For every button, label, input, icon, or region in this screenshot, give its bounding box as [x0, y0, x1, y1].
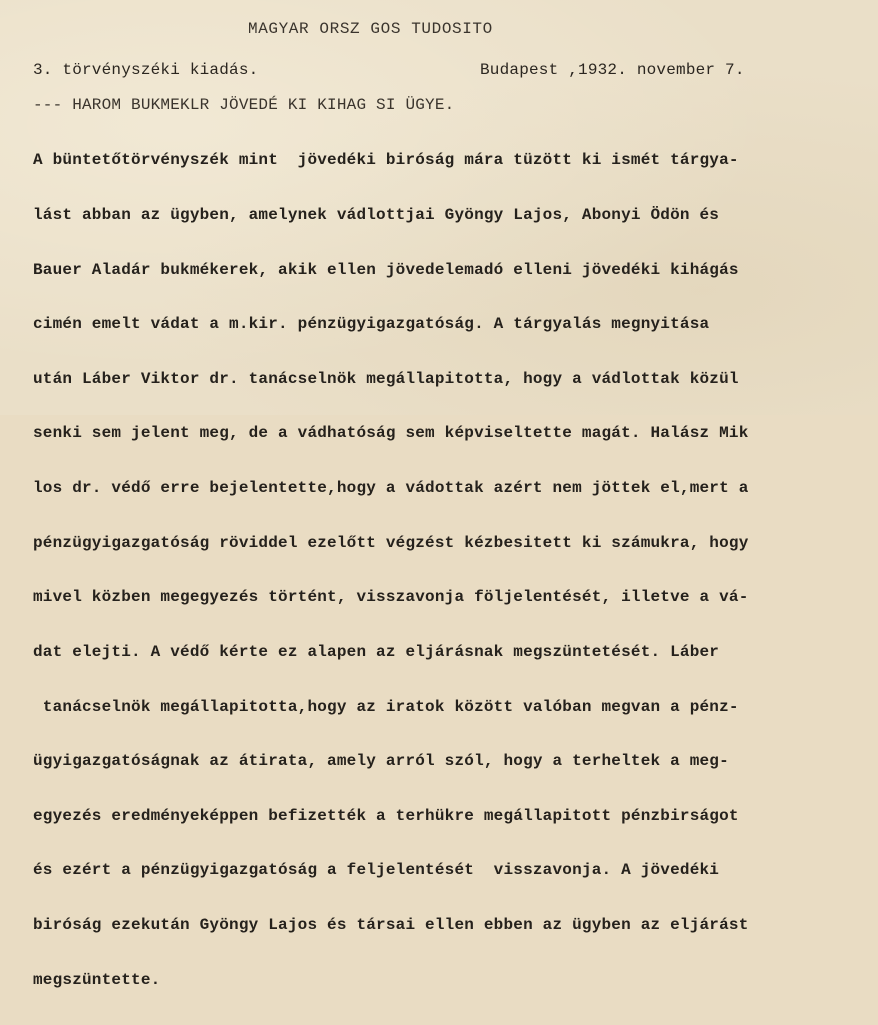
- article-heading: --- HAROM BUKMEKLR JÖVEDÉ KI KIHAG SI ÜGYE.: [33, 96, 455, 114]
- body-line: után Láber Viktor dr. tanácselnök megállapitotta, hogy a vádlottak közül: [33, 369, 739, 388]
- body-line: pénzügyigazgatóság röviddel ezelőtt végzést kézbesitett ki számukra, hogy: [33, 533, 749, 552]
- body-line: tanácselnök megállapitotta,hogy az iratok között valóban megvan a pénz-: [33, 697, 739, 716]
- body-line: megszüntette.: [33, 970, 161, 989]
- edition-label: 3. törvényszéki kiadás.: [33, 61, 259, 79]
- date-line: Budapest ,1932. november 7.: [480, 61, 745, 79]
- body-line: cimén emelt vádat a m.kir. pénzügyigazgatóság. A tárgyalás megnyitása: [33, 315, 710, 334]
- body-line: dat elejti. A védő kérte ez alapen az eljárásnak megszüntetését. Láber: [33, 642, 720, 661]
- body-line: és ezért a pénzügyigazgatóság a feljelentését visszavonja. A jövedéki: [33, 861, 720, 880]
- body-line: biróság ezekután Gyöngy Lajos és társai ellen ebben az ügyben az eljárást: [33, 915, 749, 934]
- body-line: Bauer Aladár bukmékerek, akik ellen jövedelemadó elleni jövedéki kihágás: [33, 260, 739, 279]
- agency-title: MAGYAR ORSZ GOS TUDOSITO: [248, 20, 493, 38]
- body-line: senki sem jelent meg, de a vádhatóság sem képviseltette magát. Halász Mik: [33, 424, 749, 443]
- body-line: ügyigazgatóságnak az átirata, amely arról szól, hogy a terheltek a meg-: [33, 752, 729, 771]
- body-line: A büntetőtörvényszék mint jövedéki biróság mára tüzött ki ismét tárgya-: [33, 151, 739, 170]
- body-line: lást abban az ügyben, amelynek vádlottjai Gyöngy Lajos, Abonyi Ödön és: [33, 206, 720, 225]
- body-line: los dr. védő erre bejelentette,hogy a vádottak azért nem jöttek el,mert a: [33, 479, 749, 498]
- article-body: [33, 115, 749, 1025]
- body-line: egyezés eredményeképpen befizették a terhükre megállapitott pénzbirságot: [33, 806, 739, 825]
- body-line: mivel közben megegyezés történt, visszavonja följelentését, illetve a vá-: [33, 588, 749, 607]
